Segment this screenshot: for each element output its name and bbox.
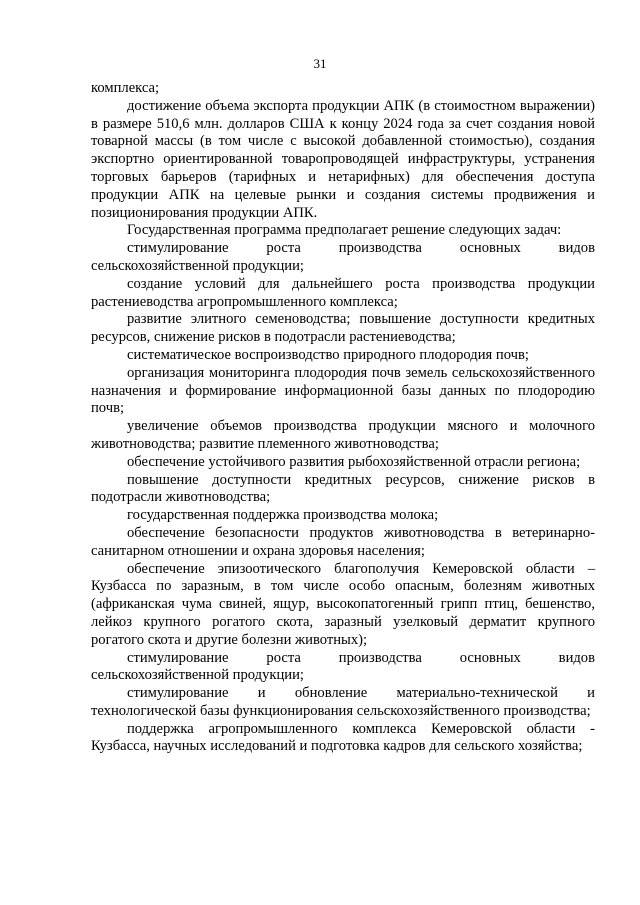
- paragraph: организация мониторинга плодородия почв земель сельскохозяйственного назначения и формирование информационной базы данных по плодородию почв;: [91, 364, 595, 417]
- paragraph: Государственная программа предполагает решение следующих задач:: [127, 222, 562, 239]
- paragraph: поддержка агропромышленного комплекса Кемеровской области - Кузбасса, научных исследований и подготовка кадров для сельского хозяйства;: [91, 720, 595, 755]
- paragraph: стимулирование и обновление материально-технической и технологической базы функционирования сельскохозяйственного производства;: [91, 685, 595, 719]
- paragraph: стимулирование роста производства основных видов сельскохозяйственной продукции;: [91, 649, 595, 684]
- paragraph: обеспечение устойчивого развития рыбохозяйственной отрасли региона;: [127, 453, 581, 470]
- paragraph: систематическое воспроизводство природного плодородия почв;: [127, 346, 529, 363]
- paragraph: увеличение объемов производства продукции мясного и молочного животноводства; развитие племенного животноводства;: [91, 418, 595, 452]
- page-number: 31: [313, 56, 327, 71]
- paragraph: государственная поддержка производства молока;: [127, 507, 439, 524]
- paragraph: создание условий для дальнейшего роста производства продукции растениеводства агропромышленного комплекса;: [91, 275, 595, 310]
- paragraph: развитие элитного семеноводства; повышение доступности кредитных ресурсов, снижение рисков в подотрасли растениеводства;: [91, 311, 595, 346]
- paragraph: достижение объема экспорта продукции АПК (в стоимостном выражении) в размере 510,6 млн. долларов США к концу 2024 года за счет создания новой товарной массы (в том числе с высокой добавленной стоимостью), создания экспортно ориентированной товаропроводящей инфраструктуры, устранения торговых барьеров (тарифных и нетарифных) для обеспечения доступа продукции АПК на целевые рынки и создания системы продвижения и позиционирования продукции АПК.: [91, 97, 595, 221]
- paragraph: комплекса;: [91, 80, 160, 96]
- paragraph: стимулирование роста производства основных видов сельскохозяйственной продукции;: [91, 240, 595, 274]
- paragraph: обеспечение безопасности продуктов животноводства в ветеринарно-санитарном отношении и охрана здоровья населения;: [91, 524, 595, 559]
- document-body: [91, 80, 595, 756]
- paragraph: обеспечение эпизоотического благополучия Кемеровской области – Кузбасса по заразным, в том числе особо опасным, болезням животных (африканская чума свиней, ящур, высокопатогенный грипп птиц, бешенство, лейкоз крупного рогатого скота, заразный узелковый дерматит крупного рогатого скота и другие болезни животных);: [91, 560, 595, 648]
- paragraph: повышение доступности кредитных ресурсов, снижение рисков в подотрасли животноводства;: [91, 471, 595, 506]
